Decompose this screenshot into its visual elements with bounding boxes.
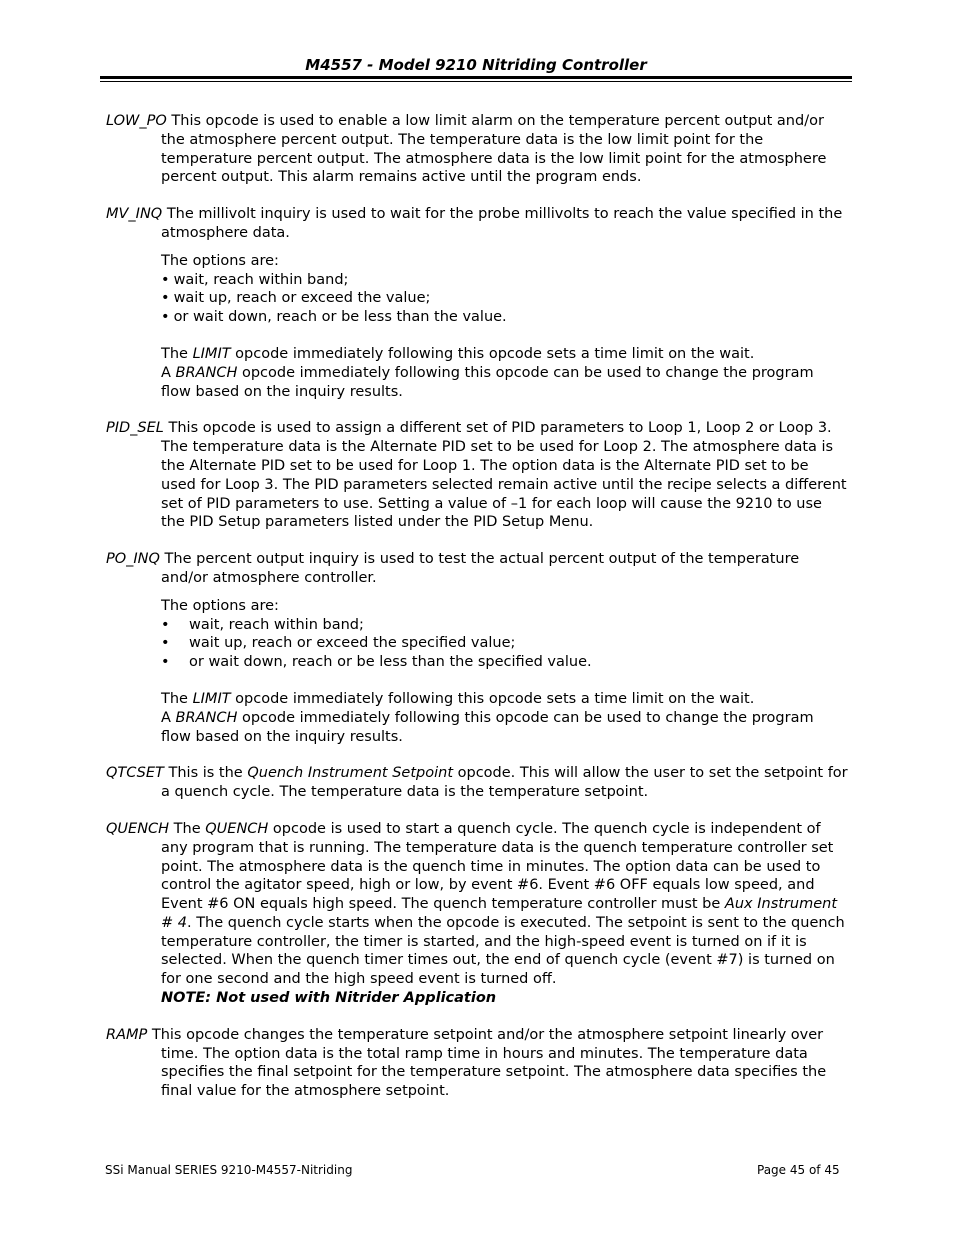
inline-term: QUENCH — [205, 820, 269, 837]
header-rule-thick — [100, 76, 852, 79]
inline-term: Aux Instrument # 4 — [161, 896, 837, 931]
entry-text: This opcode is used to assign a different set of PID parameters to Loop 1, Loop 2 or Loop 3. The temperature data is the Alternate PID set to be used for Loop 2. The atmosphere data is the Alternate PID set to be used for Loop 1. The option data is the Alternate PID set to be used for Loop 3. The PID parameters selected remain active until the recipe selects a different set of PID parameters to use. Setting a value of –1 for each loop will cause the 9210 to use the PID Setup parameters listed under the PID Setup Menu. — [161, 420, 847, 531]
document-body — [106, 112, 848, 1119]
limit-note: The LIMIT opcode immediately following this opcode sets a time limit on the wait. — [161, 345, 755, 362]
options-list — [161, 271, 848, 327]
entry-term: PID_SEL — [106, 420, 164, 437]
entry-term: PO_INQ — [106, 551, 160, 568]
entry-term: LOW_PO — [106, 113, 167, 129]
list-item: • wait, reach within band; — [161, 616, 848, 635]
branch-term: BRANCH — [175, 364, 238, 381]
limit-term: LIMIT — [192, 345, 231, 362]
entry-qtcset: QTCSET This is the Quench Instrument Setpoint opcode. This will allow the user to set the setpoint for a quench cycle. The temperature data is the temperature setpoint. — [106, 765, 848, 801]
entry-low-po — [106, 112, 848, 187]
options-block — [106, 597, 848, 747]
options-list — [161, 616, 848, 672]
entry-mv-inq — [106, 205, 848, 401]
entry-quench: QUENCH The QUENCH opcode is used to start a quench cycle. The quench cycle is independent of any program that is running. The temperature data is the quench temperature controller set point. The atmosphere data is the quench time in minutes. The option data can be used to control the agitator speed, high or low, by event #6. Event #6 OFF equals low speed, and Event #6 ON equals high speed. The quench temperature controller must be Aux Instrument # 4. The quench cycle starts when the opcode is executed. The setpoint is sent to the quench temperature controller, the timer is started, and the high-speed event is turned on if it is selected. When the quench timer times out, the end of quench cycle (event #7) is turned on for one second and the high speed event is turned off. NOTE: Not used with Nitrider Application — [106, 820, 848, 1008]
options-block — [106, 252, 848, 402]
quench-note: NOTE: Not used with Nitrider Application — [161, 990, 497, 1007]
entry-pid-sel — [106, 419, 848, 532]
inline-term: Quench Instrument Setpoint — [247, 765, 454, 782]
list-item: • wait up, reach or exceed the value; — [161, 289, 848, 308]
entry-text: The millivolt inquiry is used to wait for the probe millivolts to reach the value specified in the atmosphere data. — [161, 206, 843, 241]
list-item: • wait, reach within band; — [161, 271, 848, 290]
entry-po-inq — [106, 550, 848, 746]
entry-term: QTCSET — [106, 765, 164, 782]
list-item: • wait up, reach or exceed the specified value; — [161, 634, 848, 653]
limit-term: LIMIT — [192, 690, 231, 707]
header-rule-thin — [100, 81, 852, 82]
entry-text: The percent output inquiry is used to test the actual percent output of the temperature and/or atmosphere controller. — [159, 551, 800, 586]
entry-ramp — [106, 1026, 848, 1101]
entry-text: This opcode changes the temperature setpoint and/or the atmosphere setpoint linearly over time. The option data is the total ramp time in hours and minutes. The temperature data specifies the final setpoint for the temperature setpoint. The atmosphere data specifies the final value for the atmosphere setpoint. — [147, 1026, 827, 1100]
list-item: • or wait down, reach or be less than the specified value. — [161, 653, 848, 672]
page-title: M4557 - Model 9210 Nitriding Controller — [305, 56, 647, 74]
branch-term: BRANCH — [175, 709, 238, 726]
entry-term: QUENCH — [106, 820, 170, 837]
entry-text: This opcode is used to enable a low limit alarm on the temperature percent output and/or the atmosphere percent output. The temperature data is the low limit point for the temperature percent output. The atmosphere data is the low limit point for the atmosphere percent output. This alarm remains active until the program ends. — [161, 113, 827, 186]
limit-note: The LIMIT opcode immediately following this opcode sets a time limit on the wait. — [161, 690, 755, 707]
entry-term: RAMP — [106, 1026, 148, 1043]
options-title: The options are: — [161, 252, 279, 269]
options-title: The options are: — [161, 597, 279, 614]
branch-note: A BRANCH opcode immediately following this opcode can be used to change the program flow based on the inquiry results. — [161, 709, 814, 745]
footer-page-number: Page 45 of 45 — [757, 1163, 840, 1177]
footer-manual-name: SSi Manual SERIES 9210-M4557-Nitriding — [105, 1163, 353, 1177]
branch-note: A BRANCH opcode immediately following this opcode can be used to change the program flow based on the inquiry results. — [161, 364, 814, 400]
list-item: • or wait down, reach or be less than the value. — [161, 308, 848, 327]
entry-term: MV_INQ — [106, 206, 163, 223]
